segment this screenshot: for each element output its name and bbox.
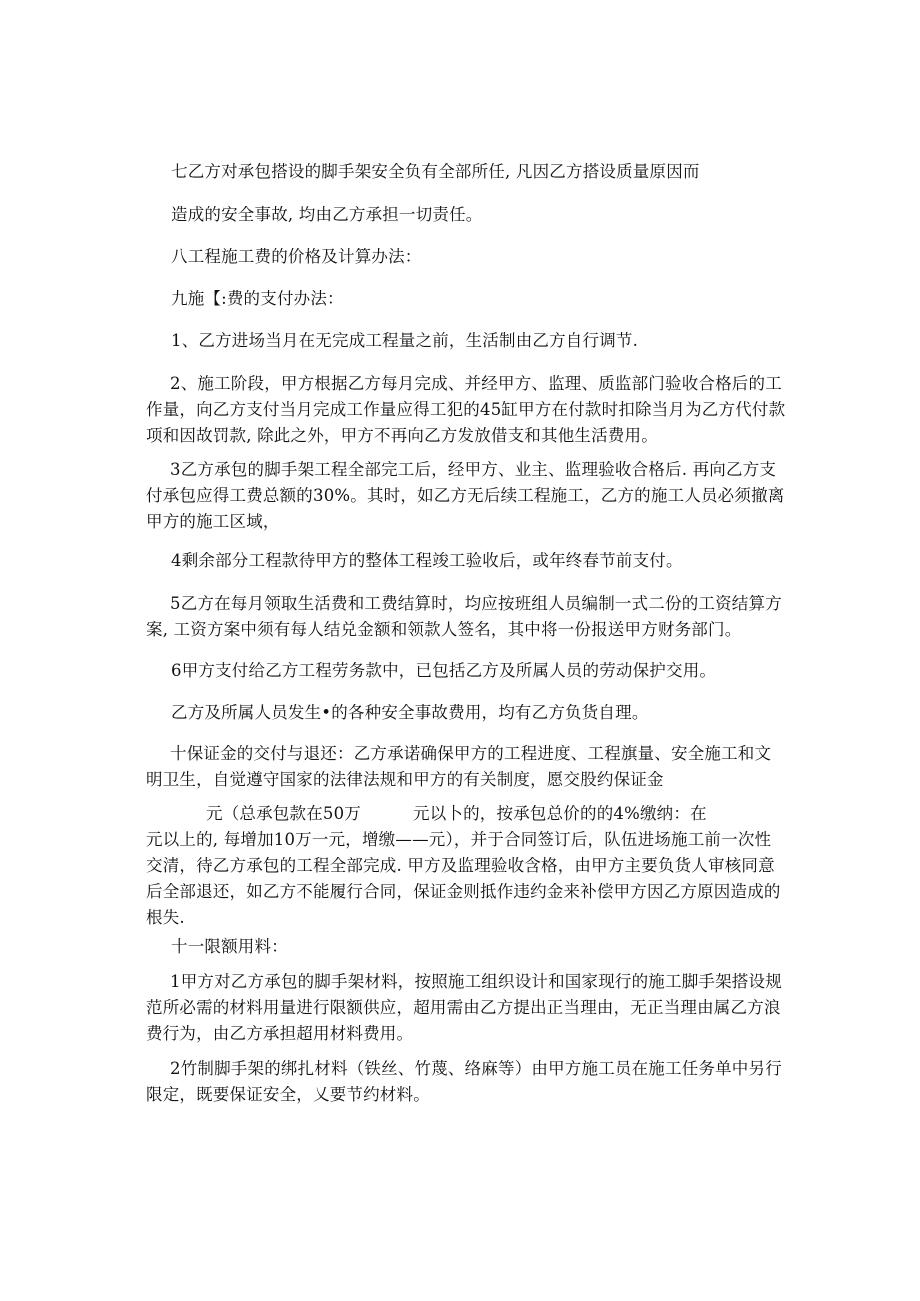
clause-9-item-2: [146, 371, 786, 449]
deposit-line-4: 后全部退还，如乙方不能履行合同，保证金则抵作违约金来补偿甲方因乙方原因造成的: [146, 882, 781, 901]
clause-10-line-1: 十保证金的交付与退还：乙方承诺确保甲方的工程进度、工程旗量、安全施工和文: [170, 744, 772, 763]
clause-10-line-2: 明卫生，自觉遵守国家的法律法规和甲方的有关制度，愿交股约保证金: [146, 770, 664, 789]
clause-11-item-2-line-2: 限定，既要保证安全，乂要节约材料。: [146, 1085, 430, 1104]
clause-9-item-4: 4剩余部分工程款待甲方的整体工程竣工验收后，或年终春节前支付。: [171, 551, 683, 570]
deposit-terms: [146, 801, 786, 931]
item-5-line-2: 案, 工资方案中须有每人结兑金额和领款人签名，其中将一份报送甲方财务部门。: [146, 620, 742, 639]
clause-9-item-3: [146, 457, 786, 535]
clause-8-heading: 八工程施工费的价格及计算办法：: [171, 247, 422, 266]
deposit-line-3: 交清，待乙方承包的工程全部完成. 甲方及监理验收含格，由甲方主要负货人审核同意: [146, 856, 775, 875]
deposit-line-1a: 元（总承包款在50万: [206, 804, 361, 823]
item-2-line-2: 作量，向乙方支付当月完成工作量应得工犯的45缸甲方在付款时扣除当月为乙方代付款: [146, 400, 786, 419]
clause-11-item-1: [146, 969, 786, 1047]
clause-11-item-1-line-3: 费行为，由乙方承担超用材料费用。: [146, 1024, 414, 1043]
item-3-line-3: 甲方的施工区域，: [146, 512, 280, 531]
deposit-line-1: [146, 801, 786, 827]
clause-11-item-2-line-1: 2竹制脚手架的绑扎材料（铁丝、竹蔑、络麻等）由甲方施工员在施工任务单中另行: [170, 1059, 782, 1078]
deposit-line-1b: 元以卜的，按承包总价的的4%缴纳：在: [413, 804, 707, 823]
clause-7-line-2: 造成的安全事故, 均由乙方承担一切责任。: [171, 205, 483, 224]
clause-9-item-5: [146, 591, 786, 643]
item-5-line-1: 5乙方在每月领取生活费和工费结算时，均应按班组人员编制一式二份的工资结算方: [170, 594, 782, 613]
clause-11-item-1-line-2: 范所必需的材料用量进行限额供应，超用需由乙方提出正当理由，无正当理由属乙方浪: [146, 998, 781, 1017]
clause-11-heading: 十一限额用料：: [171, 937, 288, 956]
clause-9-item-6: 6甲方支付给乙方工程劳务款中，已包括乙方及所属人员的劳动保护交用。: [171, 661, 717, 680]
clause-10: [146, 741, 786, 793]
clause-9-item-1: 1、乙方进场当月在无完成工程量之前，生活制由乙方自行调节.: [171, 331, 639, 350]
clause-11-item-1-line-1: 1甲方对乙方承包的脚手架材料，按照施工组织设计和国家现行的施工脚手架搭设规: [170, 972, 782, 991]
item-3-line-2: 付承包应得工费总额的30%。其时，如乙方无后续工程施工，乙方的施工人员必须撤离: [146, 486, 785, 505]
item-3-line-1: 3乙方承包的脚手架工程全部完工后，经甲方、业主、监理验收合格后. 再向乙方支: [170, 460, 777, 479]
clause-9-heading: 九施【:费的支付办法：: [171, 289, 344, 308]
deposit-line-2: 元以上的, 每增加10万一元，增缴——元），并于合同签订后，队伍进场施工前一次性: [146, 830, 772, 849]
item-2-line-3: 项和因故罚款, 除此之外，甲方不再向乙方发放借支和其他生活费用。: [146, 426, 658, 445]
clause-7-line-1: 七乙方对承包搭设的脚手架安全负有全部所任, 凡因乙方搭设质量原因而: [171, 162, 700, 181]
accident-cost-line: 乙方及所属人员发生•的各种安全事故费用，均有乙方负货自理。: [171, 703, 649, 722]
clause-11-item-2: [146, 1056, 786, 1108]
item-2-line-1: 2、施工阶段，甲方根据乙方每月完成、并经甲方、监理、质监部门验收合格后的工: [170, 374, 782, 393]
deposit-line-5: 根失.: [146, 908, 185, 927]
